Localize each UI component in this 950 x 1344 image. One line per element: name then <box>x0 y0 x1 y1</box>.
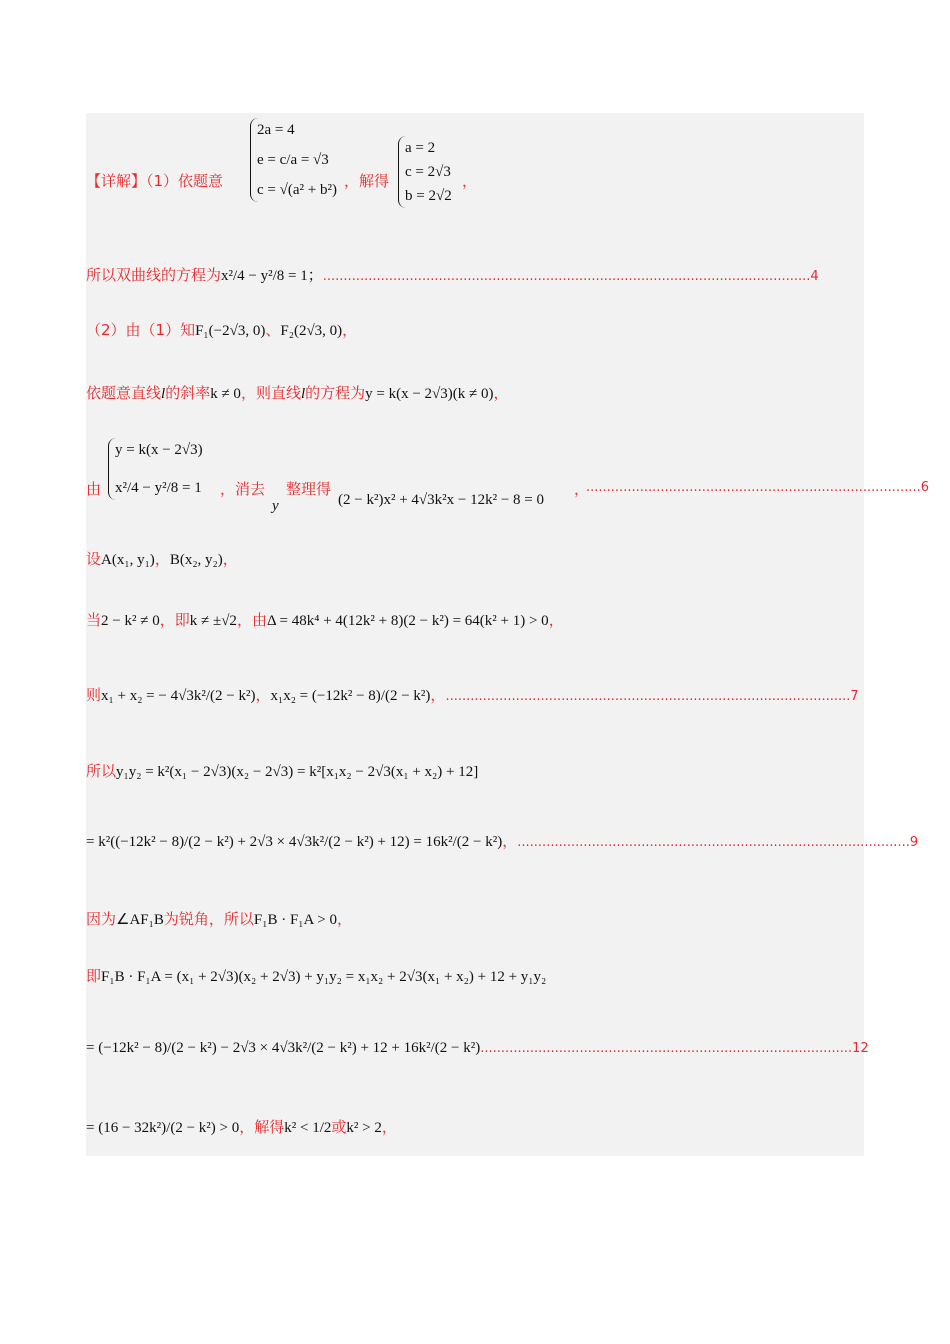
sys2-eq2: c = 2√3 <box>405 164 451 180</box>
line-12 <box>86 969 864 985</box>
line-11 <box>86 912 864 928</box>
eq: F₁B · F₁A = (x₁ + 2√3)(x₂ + 2√3) + y₁y₂ = x₁x₂ + 2√3(x₁ + x₂) + 12 + y₁y₂ <box>101 969 547 985</box>
eq2: x₁x₂ = (−12k² − 8)/(2 − k²) <box>270 688 431 704</box>
t: 即 <box>86 967 102 985</box>
v1: l <box>161 386 166 402</box>
t3: 整理得 <box>286 480 332 498</box>
sys1-eq1: 2a = 4 <box>257 122 295 138</box>
t: 所以 <box>86 762 117 780</box>
line-13 <box>86 1040 869 1056</box>
eq1: = (16 − 32k²)/(2 − k²) > 0 <box>86 1120 240 1136</box>
t4: 的方程为 <box>305 384 366 402</box>
text: （2）由（1）知 <box>86 321 196 339</box>
sys3-eq1: y = k(x − 2√3) <box>115 442 203 458</box>
t3: ，由 <box>236 611 267 629</box>
end: ， <box>381 1118 397 1136</box>
sys2-eq3: b = 2√2 <box>405 188 452 204</box>
line-6 <box>86 552 864 568</box>
t1: 依题意直线 <box>86 384 162 402</box>
text: 所以双曲线的方程为 <box>86 266 222 284</box>
t1: 由 <box>86 480 102 498</box>
t3: ，则直线 <box>240 384 301 402</box>
v2: l <box>300 386 306 402</box>
eq: (2 − k²)x² + 4√3k²x − 12k² − 8 = 0 <box>338 492 545 508</box>
t2: 为锐角，所以 <box>163 910 254 928</box>
end: ， <box>222 550 238 568</box>
equation: x²/4 − y²/8 = 1； <box>221 268 323 284</box>
sep: 、 <box>265 321 281 339</box>
t1: 因为 <box>86 910 117 928</box>
sys1-eq2: e = c/a = √3 <box>257 152 329 168</box>
eq2: F₂(2√3, 0) <box>280 323 343 339</box>
t2: ，即 <box>159 611 190 629</box>
eq2: F₁B · F₁A > 0 <box>253 912 337 928</box>
sys3-eq2: x²/4 − y²/8 = 1 <box>115 480 202 496</box>
line-14 <box>86 1120 864 1136</box>
t2: ，消去 <box>220 480 266 498</box>
eq: y₁y₂ = k²(x₁ − 2√3)(x₂ − 2√3) = k²[x₁x₂ − 2√3(x₁ + x₂) + 12] <box>116 764 479 780</box>
sys1-eq3: c = √(a² + b²) <box>257 182 337 198</box>
eq2: k ≠ ±√2 <box>189 613 237 629</box>
end: ， <box>430 686 446 704</box>
line-9 <box>86 764 864 780</box>
end: ， <box>548 611 564 629</box>
t: 设 <box>86 550 102 568</box>
eq2: B(x₂, y₂) <box>169 552 223 568</box>
t1: ，解得 <box>239 1118 285 1136</box>
dots: ..................................................................................................7 <box>445 689 859 704</box>
eq1: A(x₁, y₁) <box>101 552 155 568</box>
line-5 <box>86 432 929 522</box>
system-2 <box>398 136 467 208</box>
line-3 <box>86 323 864 339</box>
eq3: k² > 2 <box>346 1120 382 1136</box>
eq2: k² < 1/2 <box>284 1120 332 1136</box>
line-10 <box>86 832 919 850</box>
end: ， <box>337 910 353 928</box>
end: ， <box>493 384 509 402</box>
system-3 <box>108 438 225 500</box>
dots: ...............................................................................................9 <box>517 835 919 850</box>
sys2-eq1: a = 2 <box>405 140 436 156</box>
line-7 <box>86 613 864 629</box>
t2: 或 <box>331 1118 347 1136</box>
eq1: ∠AF₁B <box>116 912 164 928</box>
eq: = k²((−12k² − 8)/(2 − k²) + 2√3 × 4√3k²/(2 − k²) + 12) = 16k²/(2 − k²) <box>86 834 503 850</box>
sep: ， <box>154 550 170 568</box>
end: ， <box>342 321 358 339</box>
dots: ......................................................................................................................4 <box>322 269 819 284</box>
sep: ， <box>255 686 271 704</box>
t2: 的斜率 <box>165 384 211 402</box>
line-2 <box>86 268 864 284</box>
eq1: k ≠ 0 <box>210 386 241 402</box>
line-8 <box>86 688 864 704</box>
t: 则 <box>86 686 102 704</box>
end: ， <box>574 480 590 498</box>
detail-label: 【详解】（1）依题意 <box>86 172 224 190</box>
dots: ..........................................................................................12 <box>480 1041 869 1056</box>
comma: ， <box>462 172 478 190</box>
eq1: F₁(−2√3, 0) <box>195 323 266 339</box>
eq2: y = k(x − 2√3)(k ≠ 0) <box>365 386 494 402</box>
eq3: Δ = 48k⁴ + 4(12k² + 8)(2 − k²) = 64(k² + 1) > 0 <box>266 613 549 629</box>
t1: 当 <box>86 611 102 629</box>
line-4 <box>86 386 864 402</box>
eq1: x₁ + x₂ = − 4√3k²/(2 − k²) <box>101 688 256 704</box>
solve-text: ，解得 <box>344 172 390 190</box>
end: ， <box>502 832 518 850</box>
eq1: 2 − k² ≠ 0 <box>101 613 160 629</box>
var: y <box>272 498 279 514</box>
dots: .................................................................................6 <box>586 480 929 495</box>
eq: = (−12k² − 8)/(2 − k²) − 2√3 × 4√3k²/(2 − k²) + 12 + 16k²/(2 − k²) <box>86 1040 481 1056</box>
system-1 <box>250 118 345 202</box>
